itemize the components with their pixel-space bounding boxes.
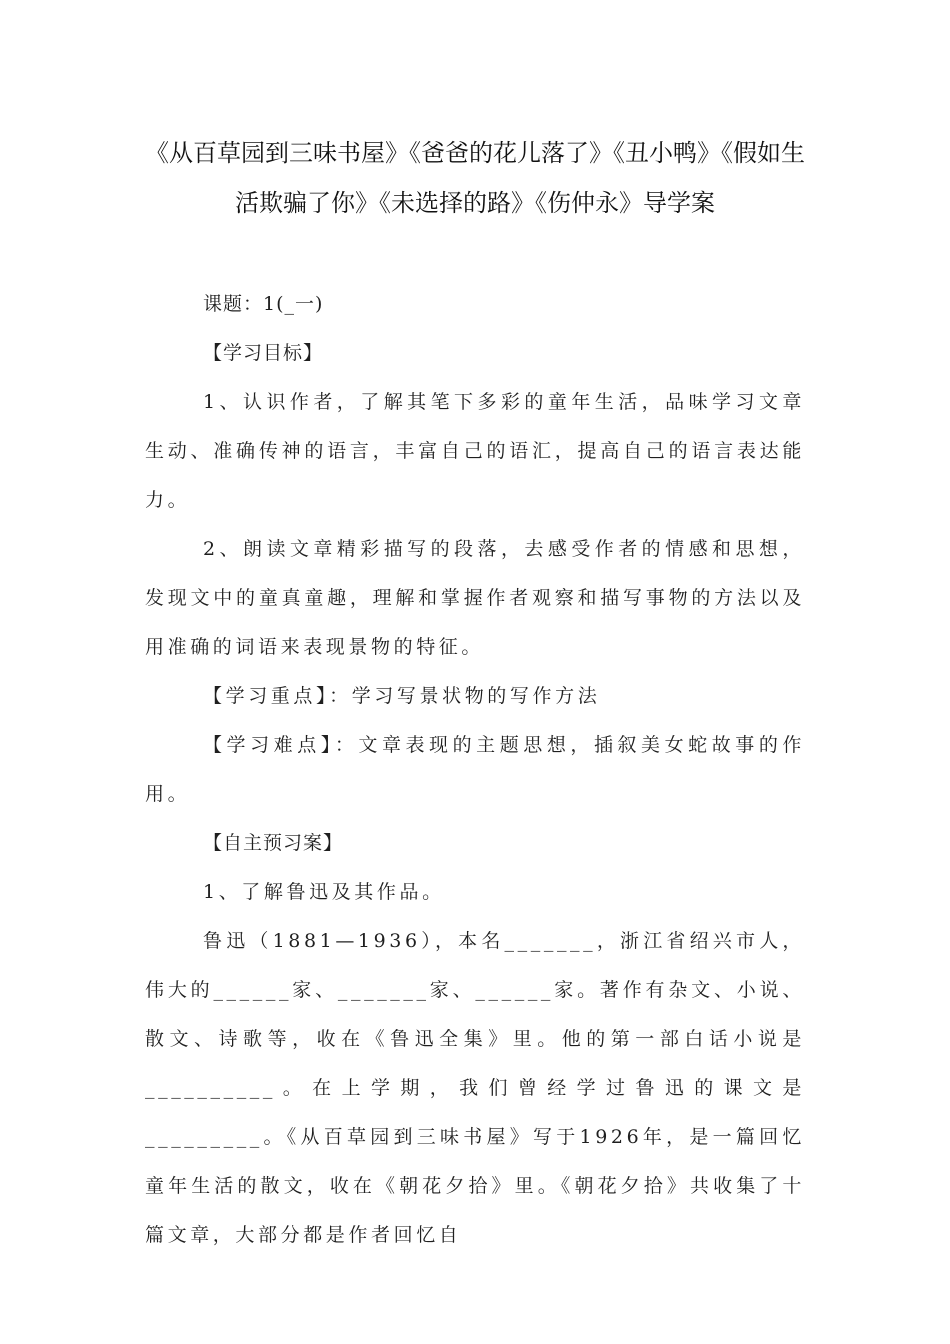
goals-heading: 【学习目标】 [203, 342, 324, 364]
lesson-label: 课题：1(_一) [203, 293, 324, 315]
goal-2: 2、朗读文章精彩描写的段落，去感受作者的情感和思想，发现文中的童真童趣，理解和掌握作者观察和描写事物的方法以及用准确的词语来表现景物的特征。 [145, 538, 805, 658]
difficulty: 【学习难点】：文章表现的主题思想，插叙美女蛇故事的作用。 [145, 734, 805, 805]
title-line-1: 《从百草园到三味书屋》《爸爸的花儿落了》《丑小鸭》《假如生 [145, 139, 805, 167]
document-body [145, 280, 805, 1260]
document-title [130, 128, 820, 228]
luxun-paragraph: 鲁迅（1881—1936），本名_______，浙江省绍兴市人，伟大的______家、_______家、______家。著作有杂文、小说、散文、诗歌等，收在《鲁迅全集》里。他的第一部白话小说是__________。在上学期，我们曾经学过鲁迅的课文是_________。《从百草园到三味书屋》写于1926年，是一篇回忆童年生活的散文，收在《朝花夕拾》里。《朝花夕拾》共收集了十篇文章，大部分都是作者回忆自 [145, 930, 805, 1246]
key-point: 【学习重点】：学习写景状物的写作方法 [203, 685, 601, 707]
goal-1: 1、认识作者，了解其笔下多彩的童年生活，品味学习文章生动、准确传神的语言，丰富自己的语汇，提高自己的语言表达能力。 [145, 391, 805, 511]
preview-item-1: 1、了解鲁迅及其作品。 [203, 881, 445, 903]
preview-heading: 【自主预习案】 [203, 832, 344, 854]
title-line-2: 活欺骗了你》《未选择的路》《伤仲永》导学案 [235, 189, 715, 217]
